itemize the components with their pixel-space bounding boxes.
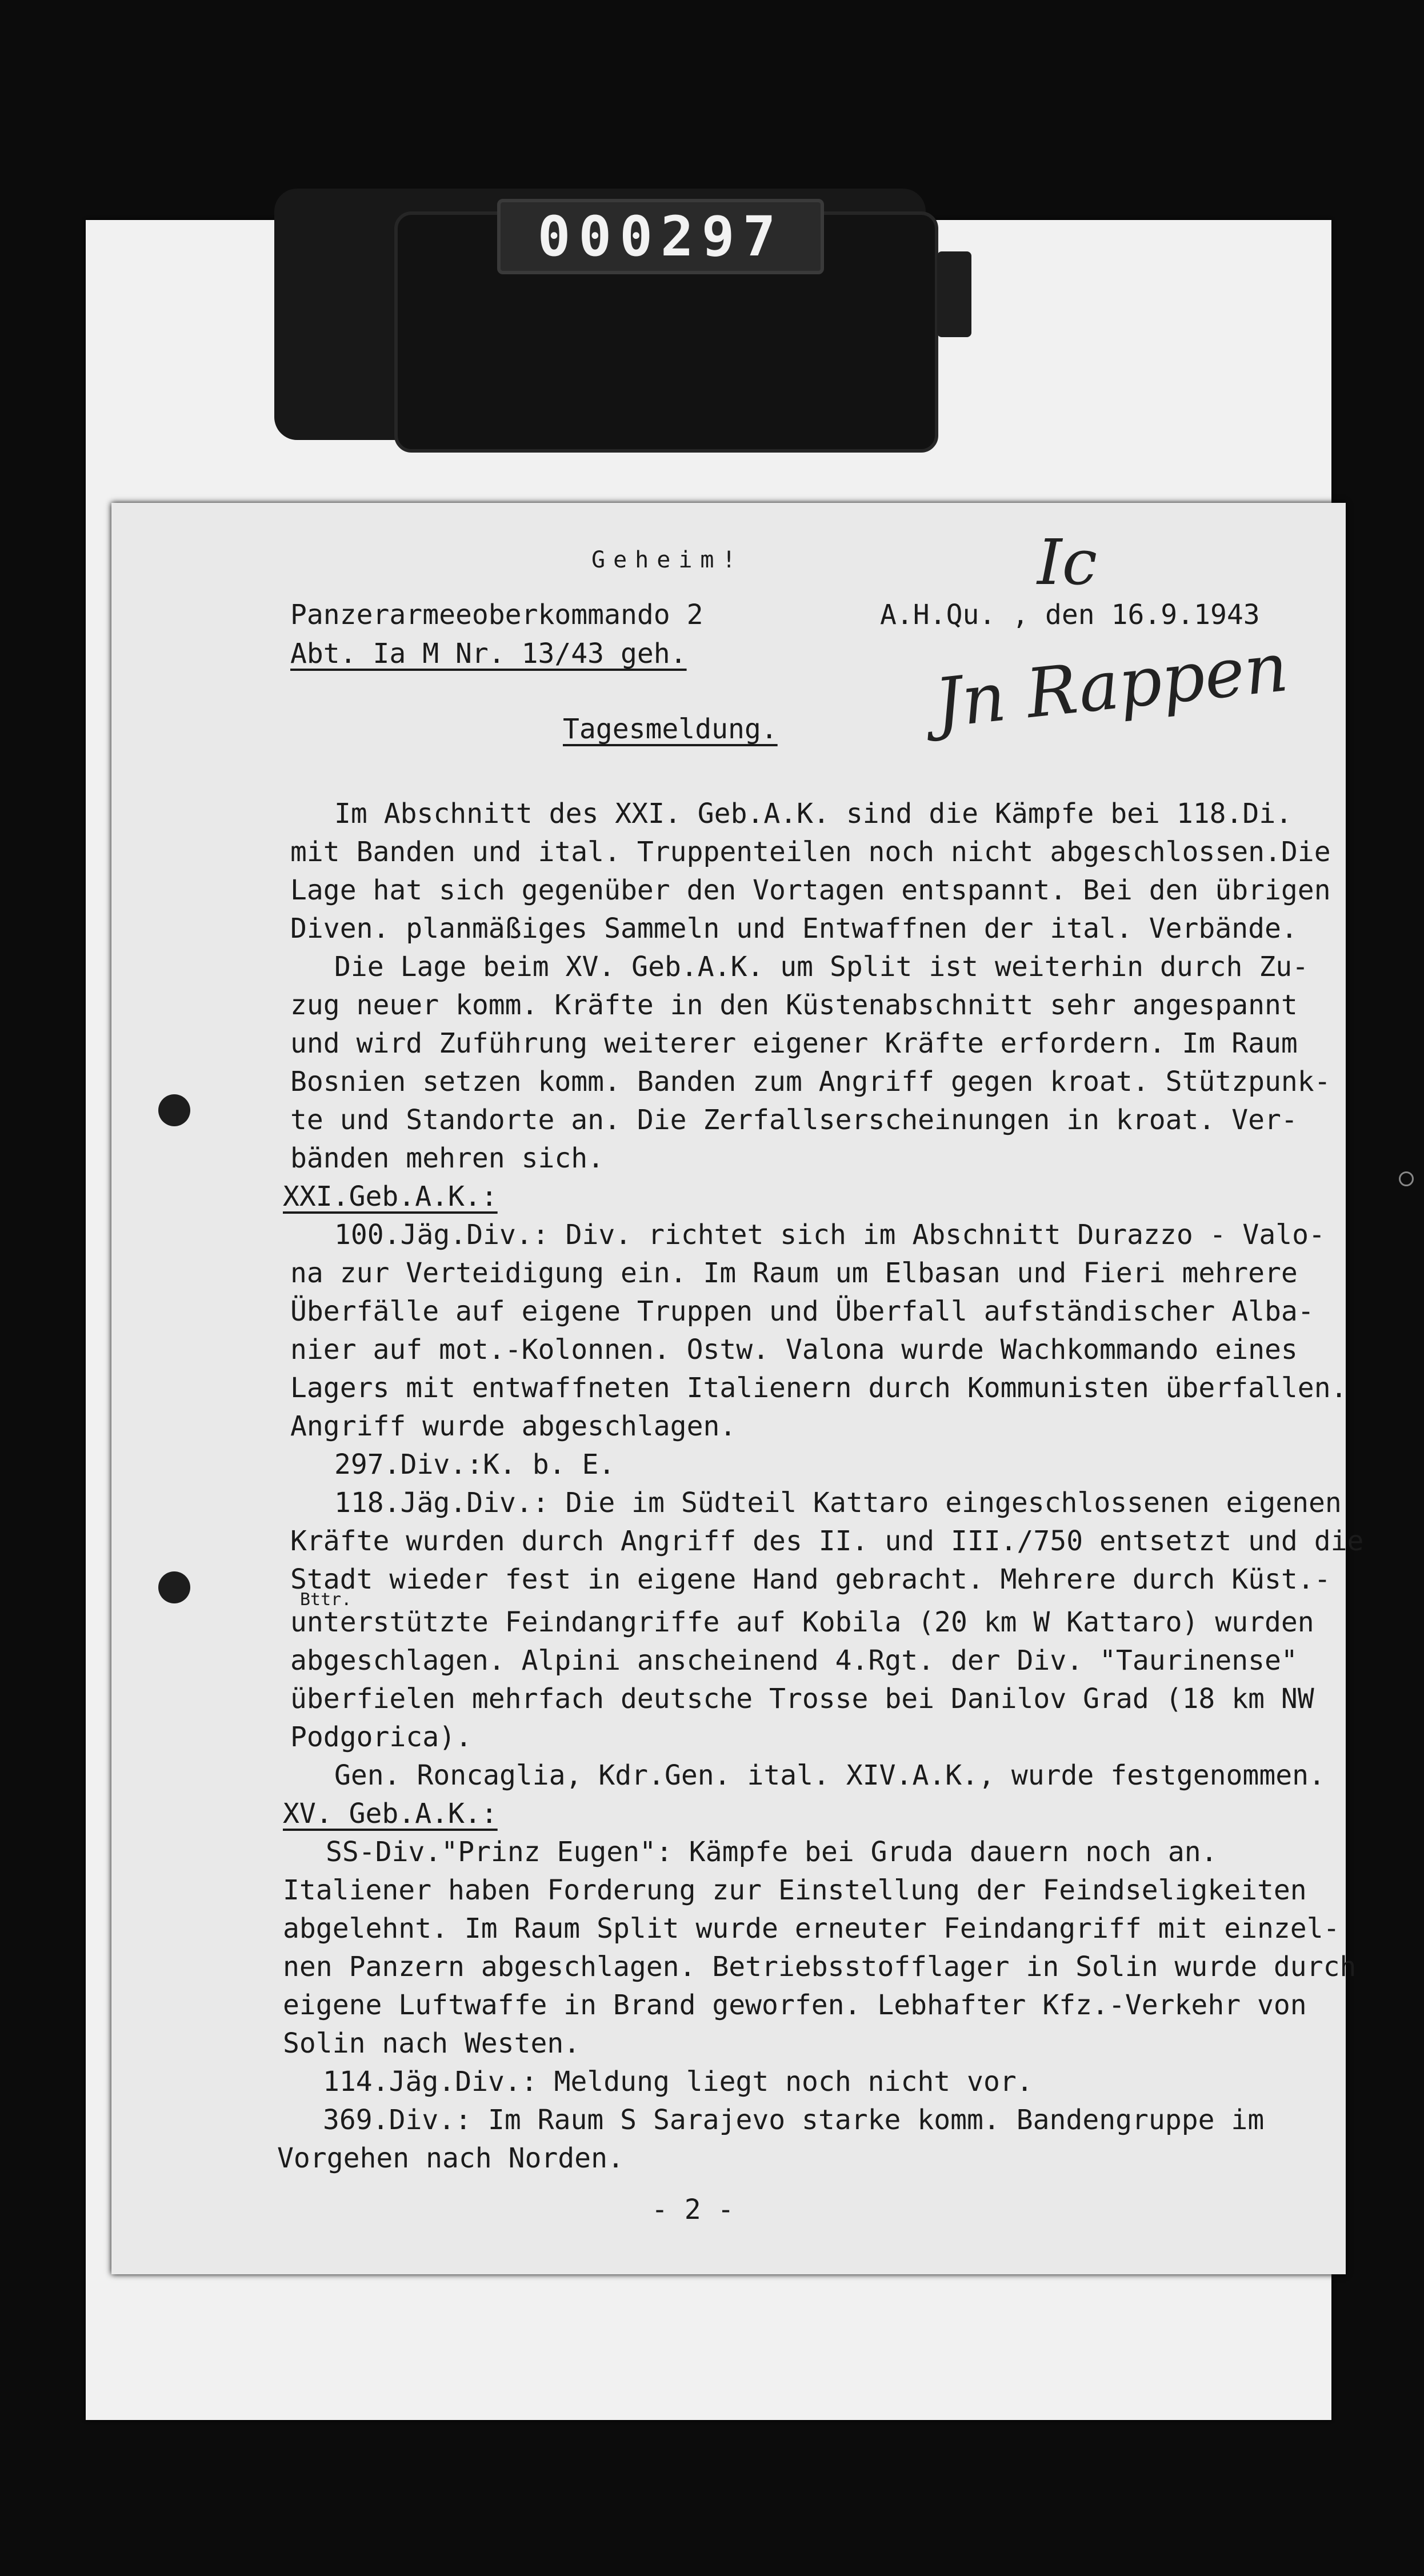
body-line-33: Solin nach Westen.	[283, 2027, 581, 2059]
body-line-31: nen Panzern abgeschlagen. Betriebsstofflager in Solin wurde durch	[283, 1951, 1357, 1983]
body-line-6: zug neuer komm. Kräfte in den Küstenabschnitt sehr angespannt	[290, 989, 1298, 1021]
body-line-12: 100.Jäg.Div.: Div. richtet sich im Abschnitt Durazzo - Valo-	[334, 1219, 1325, 1251]
body-line-26: Gen. Roncaglia, Kdr.Gen. ital. XIV.A.K., wurde festgenommen.	[334, 1759, 1325, 1791]
body-line-32: eigene Luftwaffe in Brand geworfen. Lebhafter Kfz.-Verkehr von	[283, 1989, 1307, 2021]
body-line-28: SS-Div."Prinz Eugen": Kämpfe bei Gruda dauern noch an.	[326, 1836, 1218, 1868]
sender-line: Panzerarmeeoberkommando 2	[290, 599, 703, 631]
body-line-21: Stadt wieder fest in eigene Hand gebracht. Mehrere durch Küst.-	[290, 1563, 1331, 1595]
body-line-34: 114.Jäg.Div.: Meldung liegt noch nicht vor.	[323, 2066, 1033, 2098]
body-line-16: Lagers mit entwaffneten Italienern durch Kommunisten überfallen.	[290, 1372, 1347, 1404]
body-line-2: mit Banden und ital. Truppenteilen noch nicht abgeschlossen.Die	[290, 836, 1331, 868]
body-line-20: Kräfte wurden durch Angriff des II. und III./750 entsetzt und die	[290, 1525, 1364, 1557]
punch-hole-bottom	[158, 1571, 190, 1603]
body-line-25: Podgorica).	[290, 1721, 472, 1753]
page-number: - 2 -	[651, 2194, 734, 2226]
edge-mark	[1399, 1171, 1414, 1186]
punch-hole-top	[158, 1094, 190, 1126]
frame-counter-window	[497, 199, 824, 274]
body-line-19: 118.Jäg.Div.: Die im Südteil Kattaro eingeschlossenen eigenen	[334, 1487, 1342, 1519]
body-line-29: Italiener haben Forderung zur Einstellung der Feindseligkeiten	[283, 1874, 1307, 1906]
document-page	[111, 503, 1364, 2274]
body-line-30: abgelehnt. Im Raum Split wurde erneuter Feindangriff mit einzel-	[283, 1913, 1340, 1945]
body-line-17: Angriff wurde abgeschlagen.	[290, 1410, 737, 1442]
body-line-22: unterstützte Feindangriffe auf Kobila (20 km W Kattaro) wurden	[290, 1606, 1314, 1638]
frame-counter-digits: 000297	[537, 205, 784, 269]
body-line-9: te und Standorte an. Die Zerfallserscheinungen in kroat. Ver-	[290, 1104, 1298, 1136]
body-line-5: Die Lage beim XV. Geb.A.K. um Split ist weiterhin durch Zu-	[334, 951, 1309, 983]
body-line-7: und wird Zuführung weiterer eigener Kräfte erfordern. Im Raum	[290, 1027, 1298, 1059]
frame-counter-knob	[937, 251, 971, 337]
body-line-1: Im Abschnitt des XXI. Geb.A.K. sind die Kämpfe bei 118.Di.	[334, 798, 1293, 830]
body-line-23: abgeschlagen. Alpini anscheinend 4.Rgt. der Div. "Taurinense"	[290, 1645, 1298, 1677]
body-line-14: Überfälle auf eigene Truppen und Überfall aufständischer Alba-	[290, 1295, 1314, 1327]
body-line-24: überfielen mehrfach deutsche Trosse bei Danilov Grad (18 km NW	[290, 1683, 1314, 1715]
classification-stamp: Geheim!	[591, 547, 744, 573]
location-date: A.H.Qu. , den 16.9.1943	[880, 599, 1260, 631]
body-line-36: Vorgehen nach Norden.	[277, 2142, 624, 2174]
body-line-3: Lage hat sich gegenüber den Vortagen entspannt. Bei den übrigen	[290, 874, 1331, 906]
section-heading-xxi-geb-ak: XXI.Geb.A.K.:	[283, 1181, 498, 1213]
body-line-35: 369.Div.: Im Raum S Sarajevo starke komm. Bandengruppe im	[323, 2104, 1265, 2136]
handwritten-signature: Jn Rappen	[931, 627, 1292, 743]
body-line-8: Bosnien setzen komm. Banden zum Angriff gegen kroat. Stützpunk-	[290, 1066, 1331, 1098]
insert-note: Bttr.	[300, 1590, 352, 1610]
body-line-4: Diven. planmäßiges Sammeln und Entwaffnen der ital. Verbände.	[290, 913, 1298, 945]
section-heading-xv-geb-ak: XV. Geb.A.K.:	[283, 1798, 498, 1830]
page-title: Tagesmeldung.	[563, 713, 778, 745]
handwritten-ic: Ic	[1037, 526, 1098, 599]
body-line-15: nier auf mot.-Kolonnen. Ostw. Valona wurde Wachkommando eines	[290, 1334, 1298, 1366]
body-line-18: 297.Div.:K. b. E.	[334, 1449, 615, 1481]
reference-number: Abt. Ia M Nr. 13/43 geh.	[290, 638, 687, 670]
body-line-10: bänden mehren sich.	[290, 1142, 605, 1174]
body-line-13: na zur Verteidigung ein. Im Raum um Elbasan und Fieri mehrere	[290, 1257, 1298, 1289]
